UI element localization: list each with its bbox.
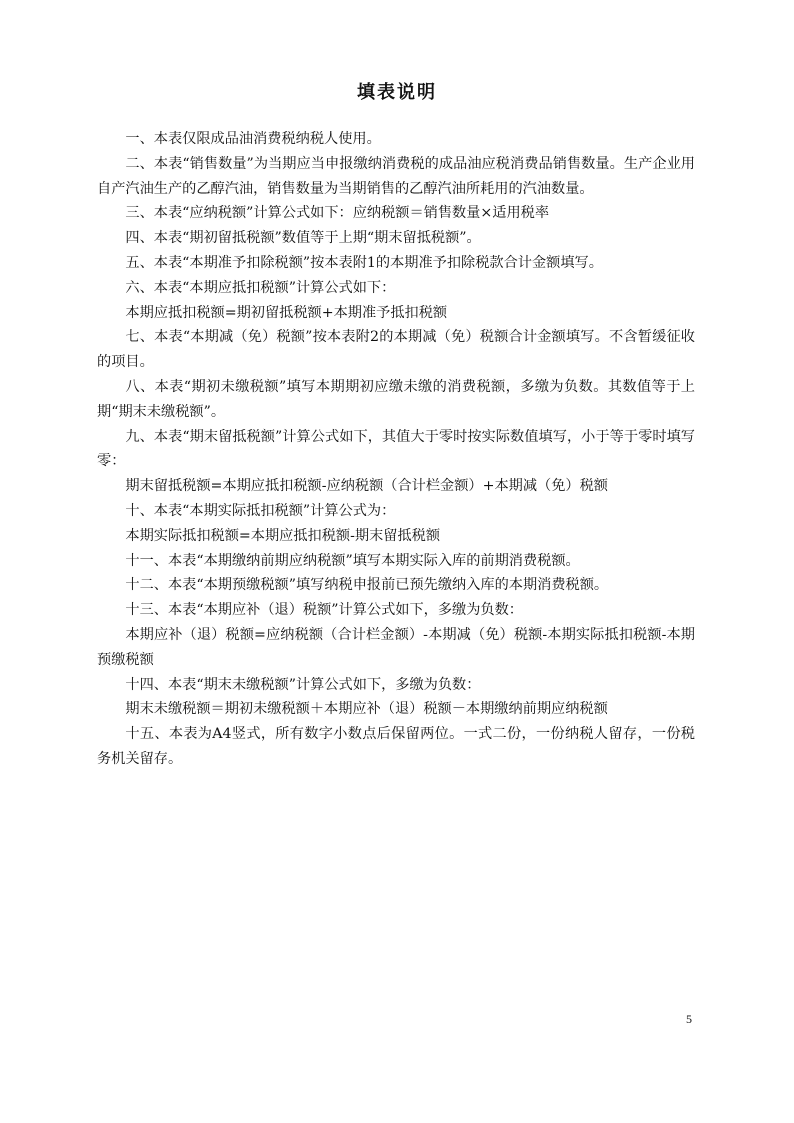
instruction-paragraph-2: 二、本表“销售数量”为当期应当申报缴纳消费税的成品油应税消费品销售数量。生产企业用自产汽油生产的乙醇汽油，销售数量为当期销售的乙醇汽油所耗用的汽油数量。 (97, 155, 695, 197)
instruction-paragraph-10: 十、本表“本期实际抵扣税额”计算公式为： (125, 502, 396, 519)
formula-actual-deduction: 本期实际抵扣税额=本期应抵扣税额-期末留抵税额 (125, 527, 441, 544)
page-number: 5 (686, 1012, 692, 1026)
instruction-paragraph-1: 一、本表仅限成品油消费税纳税人使用。 (125, 131, 381, 147)
instruction-paragraph-5: 五、本表“本期准予扣除税额”按本表附1的本期准予扣除税款合计金额填写。 (125, 254, 603, 271)
instruction-paragraph-12: 十二、本表“本期预缴税额”填写纳税申报前已预先缴纳入库的本期消费税额。 (125, 577, 609, 594)
instruction-paragraph-6: 六、本表“本期应抵扣税额”计算公式如下： (125, 279, 396, 296)
instruction-paragraph-3: 三、本表“应纳税额”计算公式如下：应纳税额＝销售数量×适用税率 (125, 205, 550, 222)
formula-ending-credit: 期末留抵税额=本期应抵扣税额-应纳税额（合计栏金额）+本期减（免）税额 (125, 478, 608, 495)
formula-tax-payable-refund: 本期应补（退）税额=应纳税额（合计栏金额）-本期减（免）税额-本期实际抵扣税额-本期预缴税额 (97, 626, 695, 668)
instruction-paragraph-7: 七、本表“本期减（免）税额”按本表附2的本期减（免）税额合计金额填写。不含暂缓征收的项目。 (97, 329, 695, 371)
document-title: 填表说明 (357, 82, 437, 103)
instruction-paragraph-4: 四、本表“期初留抵税额”数值等于上期“期末留抵税额”。 (125, 230, 481, 247)
formula-current-deductible: 本期应抵扣税额=期初留抵税额+本期准予抵扣税额 (125, 304, 448, 321)
instruction-paragraph-15: 十五、本表为A4竖式，所有数字小数点后保留两位。一式二份，一份纳税人留存，一份税务机关留存。 (97, 726, 695, 767)
formula-ending-unpaid: 期末未缴税额＝期初未缴税额＋本期应补（退）税额－本期缴纳前期应纳税额 (125, 701, 608, 718)
instructions-body (97, 127, 695, 772)
instruction-paragraph-9: 九、本表“期末留抵税额”计算公式如下，其值大于零时按实际数值填写，小于等于零时填写零： (97, 428, 695, 470)
instruction-paragraph-13: 十三、本表“本期应补（退）税额”计算公式如下，多缴为负数： (125, 602, 523, 619)
instruction-paragraph-8: 八、本表“期初未缴税额”填写本期期初应缴未缴的消费税额，多缴为负数。其数值等于上期“期末未缴税额”。 (97, 378, 695, 420)
instruction-paragraph-11: 十一、本表“本期缴纳前期应纳税额”填写本期实际入库的前期消费税额。 (125, 552, 580, 569)
instruction-paragraph-14: 十四、本表“期末未缴税额”计算公式如下，多缴为负数： (125, 676, 481, 693)
